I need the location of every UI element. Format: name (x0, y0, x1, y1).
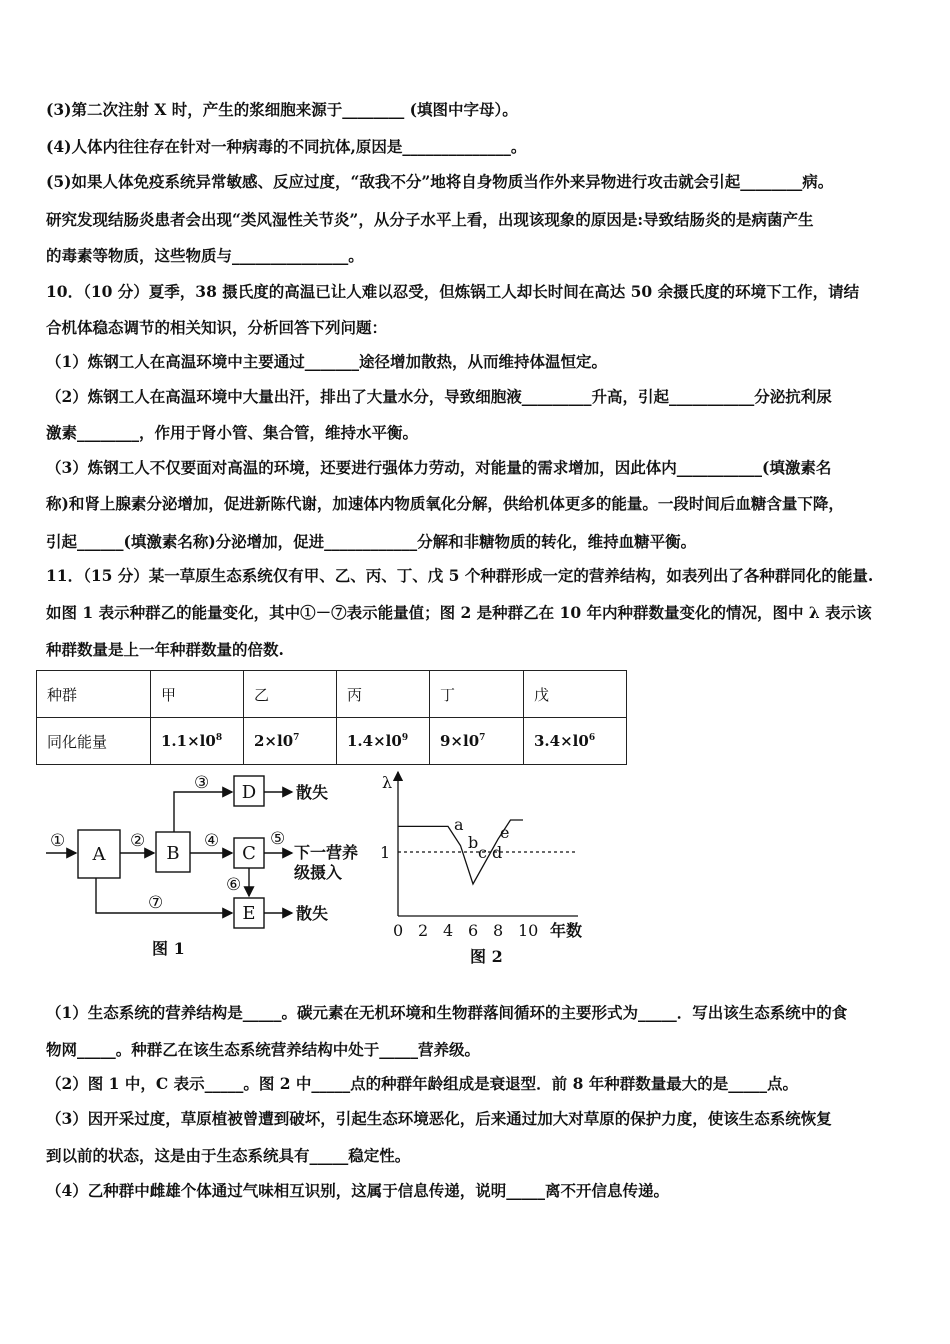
table-cell: $2\times l0^7$ (244, 718, 337, 765)
table-header-cell: 丁 (430, 671, 524, 718)
table-cell: $1.4\times l0^9$ (337, 718, 430, 765)
q10-sub3-line3: 引起______(填激素名称)分泌增加，促进____________分解和非糖物质的转化，维持血糖平衡。 (46, 532, 697, 551)
q11-sub2: （2）图 1 中，C 表示_____。图 2 中_____点的种群年龄组成是衰退型．前 8 年种群数量最大的是_____点。 (46, 1074, 799, 1093)
q9-part5-line3: 的毒素等物质，这些物质与_______________。 (46, 246, 364, 265)
arrow-label: ⑤ (270, 829, 286, 849)
table-header-cell: 乙 (244, 671, 337, 718)
x-tick-label: 4 (443, 921, 454, 940)
loss-label: 散失 (296, 783, 329, 802)
q10-sub3-line2: 称)和肾上腺素分泌增加，促进新陈代谢，加速体内物质氧化分解，供给机体更多的能量。一段时间后血糖含量下降， (46, 494, 844, 513)
table-header-cell: 戊 (524, 671, 627, 718)
next-level-label: 下一营养 (294, 843, 359, 862)
q11-sub1-line2: 物网_____。种群乙在该生态系统营养结构中处于_____营养级。 (46, 1040, 481, 1059)
x-tick-label: 2 (418, 921, 429, 940)
table-row (37, 718, 627, 765)
q11-sub3-line1: （3）因开采过度，草原植被曾遭到破坏，引起生态环境恶化，后来通过加大对草原的保护力度，使该生态系统恢复 (46, 1109, 832, 1128)
q10-sub2-line2: 激素________，作用于肾小管、集合管，维持水平衡。 (46, 423, 419, 442)
box-label: E (242, 903, 256, 924)
arrow-label: ③ (194, 773, 210, 793)
q11-sub4: （4）乙种群中雌雄个体通过气味相互识别，这属于信息传递，说明_____离不开信息传递。 (46, 1181, 670, 1200)
point-label-a: a (454, 815, 464, 834)
next-level-label: 级摄入 (294, 863, 343, 882)
q10-sub3-line1: （3）炼钢工人不仅要面对高温的环境，还要进行强体力劳动，对能量的需求增加，因此体内___________(填激素名 (46, 458, 832, 477)
y-axis-label: λ (382, 773, 393, 792)
table-cell: $3.4\times l0^6$ (524, 718, 627, 765)
point-label-c: c (478, 843, 487, 862)
box-label: C (242, 843, 256, 864)
arrow-label: ⑥ (226, 875, 242, 895)
x-axis-unit: 年数 (550, 921, 583, 940)
point-label-b: b (468, 833, 479, 852)
q10-sub2-line1: （2）炼钢工人在高温环境中大量出汗，排出了大量水分，导致细胞液_________升高，引起___________分泌抗利尿 (46, 387, 832, 406)
table-cell: $9\times l0^7$ (430, 718, 524, 765)
x-tick-label: 10 (518, 921, 539, 940)
box-label: B (166, 843, 180, 864)
x-tick-label: 6 (468, 921, 479, 940)
arrow-label: ② (130, 831, 146, 851)
q11-intro-line2: 如图 1 表示种群乙的能量变化，其中①－⑦表示能量值；图 2 是种群乙在 10 年内种群数量变化的情况，图中 λ 表示该 (46, 603, 872, 622)
arrow-label: ⑦ (148, 893, 164, 913)
q9-part5-line2: 研究发现结肠炎患者会出现“类风湿性关节炎”，从分子水平上看，出现该现象的原因是:导致结肠炎的是病菌产生 (46, 210, 814, 229)
figure2-caption: 图 2 (470, 947, 503, 966)
arrow-label: ① (50, 831, 66, 851)
q10-sub1: （1）炼钢工人在高温环境中主要通过_______途径增加散热，从而维持体温恒定。 (46, 352, 608, 371)
x-tick-label: 0 (393, 921, 404, 940)
arrow-label: ④ (204, 831, 220, 851)
figure1-energy-flow-diagram (44, 766, 364, 966)
box-label: A (92, 844, 106, 865)
x-tick-label: 8 (493, 921, 504, 940)
energy-table (36, 670, 627, 765)
table-header-cell: 种群 (37, 671, 151, 718)
q10-intro-line2: 合机体稳态调节的相关知识，分析回答下列问题： (46, 318, 388, 337)
point-label-d: d (492, 843, 503, 862)
q11-sub3-line2: 到以前的状态，这是由于生态系统具有_____稳定性。 (46, 1146, 411, 1165)
q11-sub1-line1: （1）生态系统的营养结构是_____。碳元素在无机环境和生物群落间循环的主要形式为_____．写出该生态系统中的食 (46, 1003, 848, 1022)
figure1-caption: 图 1 (152, 939, 185, 958)
figure2-lambda-chart (370, 766, 610, 971)
q9-part5-line1: (5)如果人体免疫系统异常敏感、反应过度，“敌我不分”地将自身物质当作外来异物进行攻击就会引起________病。 (46, 172, 834, 191)
y-tick-label: 1 (380, 843, 391, 862)
table-header-cell: 甲 (151, 671, 244, 718)
q11-intro-line3: 种群数量是上一年种群数量的倍数. (46, 640, 284, 659)
table-header-row (37, 671, 627, 718)
table-cell: $1.1\times l0^8$ (151, 718, 244, 765)
q10-intro-line1: 10．（10 分）夏季，38 摄氏度的高温已让人难以忍受，但炼锅工人却长时间在高达 50 余摄氏度的环境下工作，请结 (46, 282, 860, 301)
loss-label: 散失 (296, 904, 329, 923)
arrow-3 (174, 792, 232, 832)
q9-part4: (4)人体内往往存在针对一种病毒的不同抗体,原因是______________。 (46, 137, 527, 156)
q9-part3: (3)第二次注射 X 时，产生的浆细胞来源于________ (填图中字母）。 (46, 100, 518, 119)
table-header-cell: 丙 (337, 671, 430, 718)
box-label: D (241, 782, 257, 803)
q11-intro-line1: 11．（15 分）某一草原生态系统仅有甲、乙、丙、丁、戊 5 个种群形成一定的营养结构，如表列出了各种群同化的能量. (46, 566, 874, 585)
arrow-7 (96, 878, 232, 913)
table-row-label: 同化能量 (37, 718, 151, 765)
point-label-e: e (500, 823, 510, 842)
